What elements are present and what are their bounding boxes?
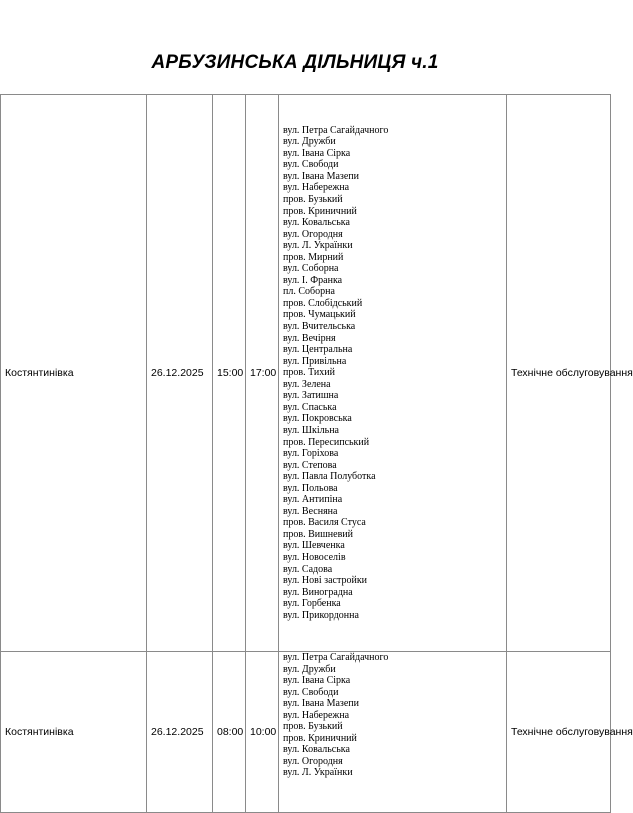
time-start-cell: 15:00 [213, 95, 246, 652]
street-item: пл. Соборна [283, 286, 335, 298]
street-item: пров. Криничний [283, 732, 357, 744]
street-item: вул. Петра Сагайдачного [283, 652, 389, 663]
street-item: вул. Свободи [283, 159, 339, 171]
street-item: пров. Бузький [283, 194, 343, 206]
time-start-cell: 08:00 [213, 652, 246, 813]
street-item: вул. Огородня [283, 228, 343, 240]
street-item: пров. Пересипський [283, 436, 370, 448]
street-item: пров. Тихий [283, 367, 335, 379]
street-item: вул. Спаська [283, 401, 337, 413]
street-item: вул. Івана Мазепи [283, 170, 360, 182]
street-item: пров. Криничний [283, 205, 357, 217]
street-item: вул. Огородня [283, 755, 343, 767]
time-end-cell: 10:00 [246, 652, 279, 813]
street-item: вул. Соборна [283, 263, 339, 275]
outage-schedule-table [0, 94, 633, 813]
street-item: вул. Зелена [283, 378, 331, 390]
street-item: вул. Івана Мазепи [283, 698, 360, 710]
street-item: вул. Вечірня [283, 332, 336, 344]
street-item: вул. Л. Українки [283, 240, 353, 252]
street-item: вул. Івана Сірка [283, 147, 351, 159]
street-item: пров. Вишневий [283, 528, 354, 540]
street-item: вул. Антипіна [283, 494, 343, 506]
streets-cell [279, 652, 507, 813]
street-item: вул. Набережна [283, 709, 350, 721]
street-item: вул. Центральна [283, 344, 353, 356]
street-item: вул. Нові застройки [283, 575, 368, 587]
street-item: вул. І. Франка [283, 274, 343, 286]
table-row [1, 95, 611, 652]
street-item: вул. Івана Сірка [283, 675, 351, 687]
street-item: вул. Горбенка [283, 598, 341, 610]
street-item: пров. Василя Стуса [283, 517, 366, 529]
street-item: пров. Чумацький [283, 309, 356, 321]
locality-cell: Костянтинівка [1, 95, 147, 652]
street-item: вул. Шкільна [283, 424, 339, 436]
street-item: вул. Свободи [283, 686, 339, 698]
street-item: вул. Виноградна [283, 586, 353, 598]
street-list [283, 125, 506, 622]
street-item: вул. Степова [283, 459, 337, 471]
street-item: пров. Слобідський [283, 297, 363, 309]
street-item: вул. Затишна [283, 390, 339, 402]
street-item: пров. Бузький [283, 721, 343, 733]
street-item: вул. Набережна [283, 182, 350, 194]
streets-cell [279, 95, 507, 652]
street-item: вул. Павла Полуботка [283, 471, 376, 483]
date-cell: 26.12.2025 [147, 652, 213, 813]
street-item: вул. Шевченка [283, 540, 345, 552]
street-item: вул. Вчительська [283, 321, 356, 333]
street-item: вул. Садова [283, 563, 333, 575]
page-title: АРБУЗИНСЬКА ДІЛЬНИЦЯ ч.1 [151, 52, 439, 73]
street-item: вул. Привільна [283, 355, 347, 367]
street-item: вул. Дружби [283, 136, 336, 148]
reason-cell: Технічне обслуговування [507, 95, 611, 652]
street-item: вул. Дружби [283, 663, 336, 675]
street-item: вул. Петра Сагайдачного [283, 124, 389, 136]
street-item: вул. Новоселів [283, 551, 346, 563]
street-item: вул. Прикордонна [283, 609, 359, 621]
reason-cell: Технічне обслуговування [507, 652, 611, 813]
locality-cell: Костянтинівка [1, 652, 147, 813]
street-item: вул. Ковальська [283, 217, 350, 229]
street-item: вул. Весняна [283, 505, 338, 517]
date-cell: 26.12.2025 [147, 95, 213, 652]
street-list [283, 652, 506, 779]
table-row [1, 652, 611, 813]
time-end-cell: 17:00 [246, 95, 279, 652]
street-item: вул. Покровська [283, 413, 352, 425]
street-item: вул. Горіхова [283, 448, 339, 460]
street-item: вул. Польова [283, 482, 338, 494]
street-item: вул. Л. Українки [283, 767, 353, 779]
street-item: пров. Мирний [283, 251, 344, 263]
street-item: вул. Ковальська [283, 744, 350, 756]
